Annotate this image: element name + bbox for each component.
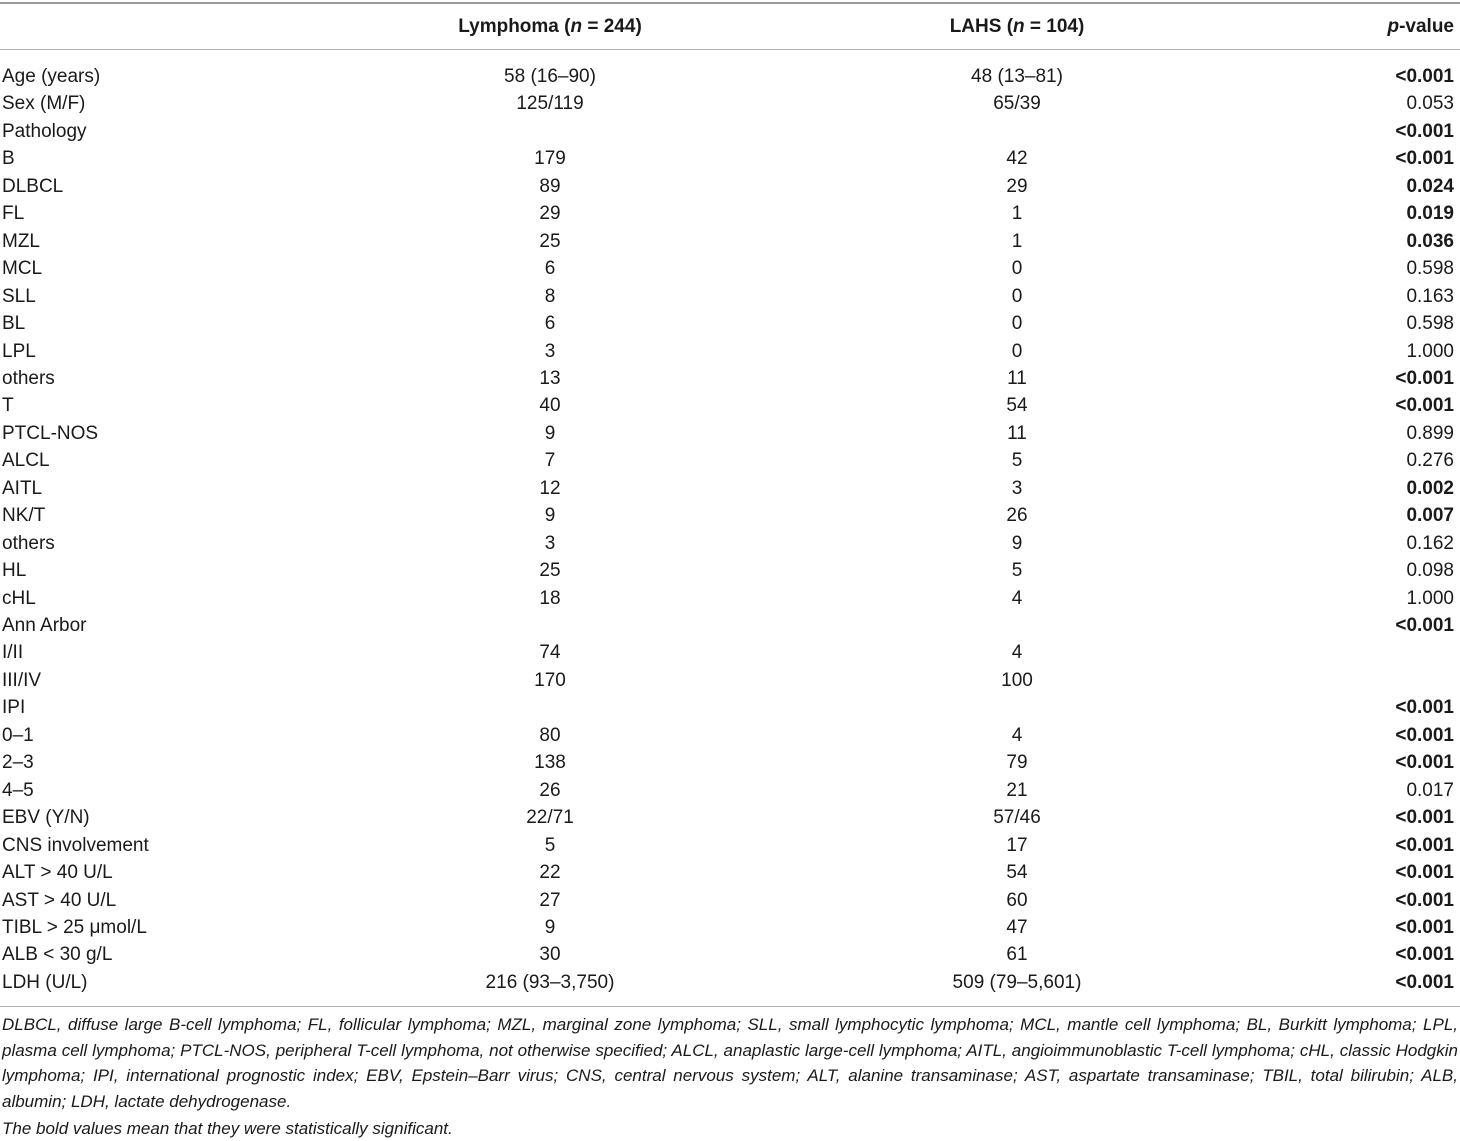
row-label: 0–1 [2,724,34,746]
row-label: LDH (U/L) [2,971,88,993]
table-row [0,585,1460,613]
cell-lymphoma: 18 [539,587,561,609]
cell-p-value: 0.899 [1406,422,1454,444]
cell-lymphoma: 3 [544,340,556,362]
cell-lahs: 54 [1006,395,1028,417]
cell-lymphoma: 25 [539,230,561,252]
significance-footnote: The bold values mean that they were statistically significant. [2,1119,453,1138]
cell-lymphoma: 30 [539,944,561,966]
cell-lymphoma: 25 [539,560,561,582]
table-row [0,365,1460,393]
table-row [0,200,1460,228]
row-label: EBV (Y/N) [2,807,90,829]
cell-p-value: <0.001 [1395,724,1454,746]
cell-p-value: <0.001 [1395,120,1454,142]
cell-lymphoma: 179 [534,148,566,170]
cell-lymphoma: 12 [539,477,561,499]
cell-p-value: 0.098 [1406,560,1454,582]
cell-lahs: 21 [1006,779,1028,801]
table-row [0,420,1460,448]
cell-p-value: 0.598 [1406,313,1454,335]
table-row [0,969,1460,997]
table-row [0,145,1460,173]
cell-lahs: 29 [1006,175,1028,197]
row-label: IPI [2,697,26,719]
cell-p-value: 0.017 [1406,779,1454,801]
cell-lahs: 60 [1006,889,1028,911]
cell-p-value: 0.162 [1406,532,1454,554]
cell-lymphoma: 138 [534,752,566,774]
cell-p-value: 0.276 [1406,450,1454,472]
cell-p-value: 0.053 [1406,93,1454,115]
row-label: LPL [2,340,36,362]
cell-lymphoma: 8 [544,285,556,307]
cell-lahs: 61 [1006,944,1028,966]
cell-lymphoma: 22 [539,862,561,884]
cell-lahs: 26 [1006,505,1028,527]
header-lahs: LAHS (n = 104) [949,16,1085,37]
cell-lahs: 17 [1006,834,1028,856]
cell-lahs: 11 [1007,422,1027,444]
cell-lymphoma: 170 [534,669,566,691]
cell-lymphoma: 29 [539,203,561,225]
cell-lymphoma: 9 [544,505,556,527]
cell-lahs: 100 [1001,669,1033,691]
cell-lymphoma: 89 [539,175,561,197]
cell-lahs: 42 [1006,148,1028,170]
cell-p-value: <0.001 [1395,752,1454,774]
cell-lahs: 48 (13–81) [971,66,1063,87]
cell-p-value: <0.001 [1395,367,1454,389]
cell-lymphoma: 3 [544,532,556,554]
table-row [0,694,1460,722]
cell-p-value: 0.002 [1406,477,1454,499]
row-label: FL [2,203,25,225]
table-row [0,228,1460,256]
row-label: 4–5 [2,779,34,801]
cell-lahs: 509 (79–5,601) [952,971,1082,993]
table-row [0,557,1460,585]
table-row [0,173,1460,201]
cell-p-value: <0.001 [1395,66,1454,87]
table-row [0,90,1460,118]
row-label: Ann Arbor [2,615,87,636]
cell-p-value: <0.001 [1395,148,1454,170]
cell-p-value: 0.598 [1406,258,1454,280]
cell-p-value: <0.001 [1395,697,1454,719]
table-row [0,310,1460,338]
cell-lahs: 65/39 [993,93,1041,115]
row-label: others [2,367,55,389]
table-row [0,777,1460,805]
cell-lymphoma: 26 [539,779,561,801]
row-label: ALT > 40 U/L [2,862,113,884]
row-label: 2–3 [2,752,34,774]
table-row [0,338,1460,366]
cell-lahs: 1 [1011,203,1023,225]
row-label: TIBL > 25 μmol/L [2,916,147,938]
table-row [0,502,1460,530]
row-label: I/II [2,642,24,664]
row-label: BL [2,313,26,335]
cell-lahs: 54 [1006,862,1028,884]
table-row [0,639,1460,667]
cell-lahs: 11 [1007,367,1027,389]
table-row [0,255,1460,283]
cell-lymphoma: 9 [544,422,556,444]
cell-lymphoma: 216 (93–3,750) [485,971,615,993]
row-label: MZL [2,230,40,252]
table-row [0,941,1460,969]
cell-p-value: <0.001 [1395,916,1454,938]
table-row [0,914,1460,942]
cell-p-value: 0.163 [1406,285,1454,307]
cell-p-value: <0.001 [1395,944,1454,966]
table-header [0,4,1460,50]
cell-lymphoma: 13 [539,367,561,389]
cell-lymphoma: 9 [544,916,556,938]
cell-lymphoma: 5 [544,834,556,856]
cell-p-value: <0.001 [1395,615,1454,636]
table-row [0,118,1460,146]
row-label: MCL [2,258,43,280]
cell-lymphoma: 6 [544,258,556,280]
cell-lahs: 4 [1011,642,1023,664]
table-row [0,63,1460,91]
cell-p-value: 1.000 [1406,587,1454,609]
cell-lahs: 0 [1011,285,1023,307]
table-row [0,749,1460,777]
cell-lymphoma: 125/119 [516,93,584,115]
row-label: others [2,532,55,554]
row-label: Sex (M/F) [2,93,86,115]
cell-lahs: 5 [1011,560,1023,582]
cell-lahs: 1 [1011,230,1023,252]
row-label: Pathology [2,120,87,142]
table-row [0,832,1460,860]
abbreviations-footnote: DLBCL, diffuse large B-cell lymphoma; FL, follicular lymphoma; MZL, marginal zone lymphoma; SLL, small lymphocytic lymphoma; MCL, mantle cell lymphoma; BL, Burkitt lymphoma; LPL, plasma cell lymphoma; PTCL-NOS, peripheral T-cell lymphoma, not otherwise specified; ALCL, anaplastic large-cell lymphoma; AITL, angioimmunoblastic T-cell lymphoma; cHL, classic Hodgkin lymphoma; IPI, international prognostic index; EBV, Epstein–Barr virus; CNS, central nervous system; ALT, alanine transaminase; AST, aspartate transaminase; TBIL, total bilirubin; ALB, albumin; LDH, lactate dehydrogenase. [2,1015,1458,1111]
row-label: SLL [2,285,36,307]
cell-p-value: 0.019 [1406,203,1454,225]
cell-lahs: 0 [1011,258,1023,280]
cell-lahs: 79 [1006,752,1028,774]
row-label: ALB < 30 g/L [2,944,113,966]
cell-p-value: 1.000 [1406,340,1454,362]
cell-p-value: 0.007 [1406,505,1454,527]
row-label: cHL [2,587,36,609]
cell-lahs: 4 [1011,724,1023,746]
row-label: AITL [2,477,43,499]
cell-lymphoma: 74 [539,642,561,664]
cell-lahs: 47 [1006,916,1028,938]
row-label: CNS involvement [2,834,149,856]
header-p-value: p-value [1387,16,1454,37]
table-row [0,283,1460,311]
cell-p-value: <0.001 [1395,807,1454,829]
cell-p-value: <0.001 [1395,395,1454,417]
row-label: NK/T [2,505,46,527]
table-row [0,530,1460,558]
row-label: III/IV [2,669,42,691]
cell-p-value: <0.001 [1395,971,1454,993]
cell-lymphoma: 22/71 [526,807,574,829]
row-label: HL [2,560,27,582]
table-row [0,667,1460,695]
header-rule [0,49,1460,50]
table-row [0,475,1460,503]
cell-lahs: 0 [1011,313,1023,335]
cell-lymphoma: 58 (16–90) [504,66,596,87]
cell-p-value: 0.036 [1406,230,1454,252]
table-row [0,859,1460,887]
row-label: AST > 40 U/L [2,889,117,911]
cell-lahs: 0 [1011,340,1023,362]
cell-lymphoma: 7 [544,450,556,472]
cell-p-value: 0.024 [1406,175,1454,197]
row-label: ALCL [2,450,50,472]
cell-p-value: <0.001 [1395,862,1454,884]
cell-lahs: 57/46 [993,807,1041,829]
table-row [0,804,1460,832]
table-row [0,722,1460,750]
cell-lahs: 4 [1011,587,1023,609]
table-row [0,887,1460,915]
table-row [0,447,1460,475]
row-label: Age (years) [2,66,101,87]
cell-lahs: 9 [1011,532,1023,554]
row-label: PTCL-NOS [2,422,99,444]
header-lymphoma: Lymphoma (n = 244) [458,16,642,37]
bottom-rule [0,1006,1460,1007]
cell-lahs: 5 [1011,450,1023,472]
table-row [0,612,1460,640]
cell-lahs: 3 [1011,477,1023,499]
cell-lymphoma: 80 [539,724,561,746]
cell-p-value: <0.001 [1395,834,1454,856]
cell-p-value: <0.001 [1395,889,1454,911]
cell-lymphoma: 6 [544,313,556,335]
cell-lymphoma: 27 [539,889,561,911]
table-row [0,392,1460,420]
cell-lymphoma: 40 [539,395,561,417]
row-label: DLBCL [2,175,64,197]
row-label: B [2,148,15,170]
row-label: T [2,395,14,417]
